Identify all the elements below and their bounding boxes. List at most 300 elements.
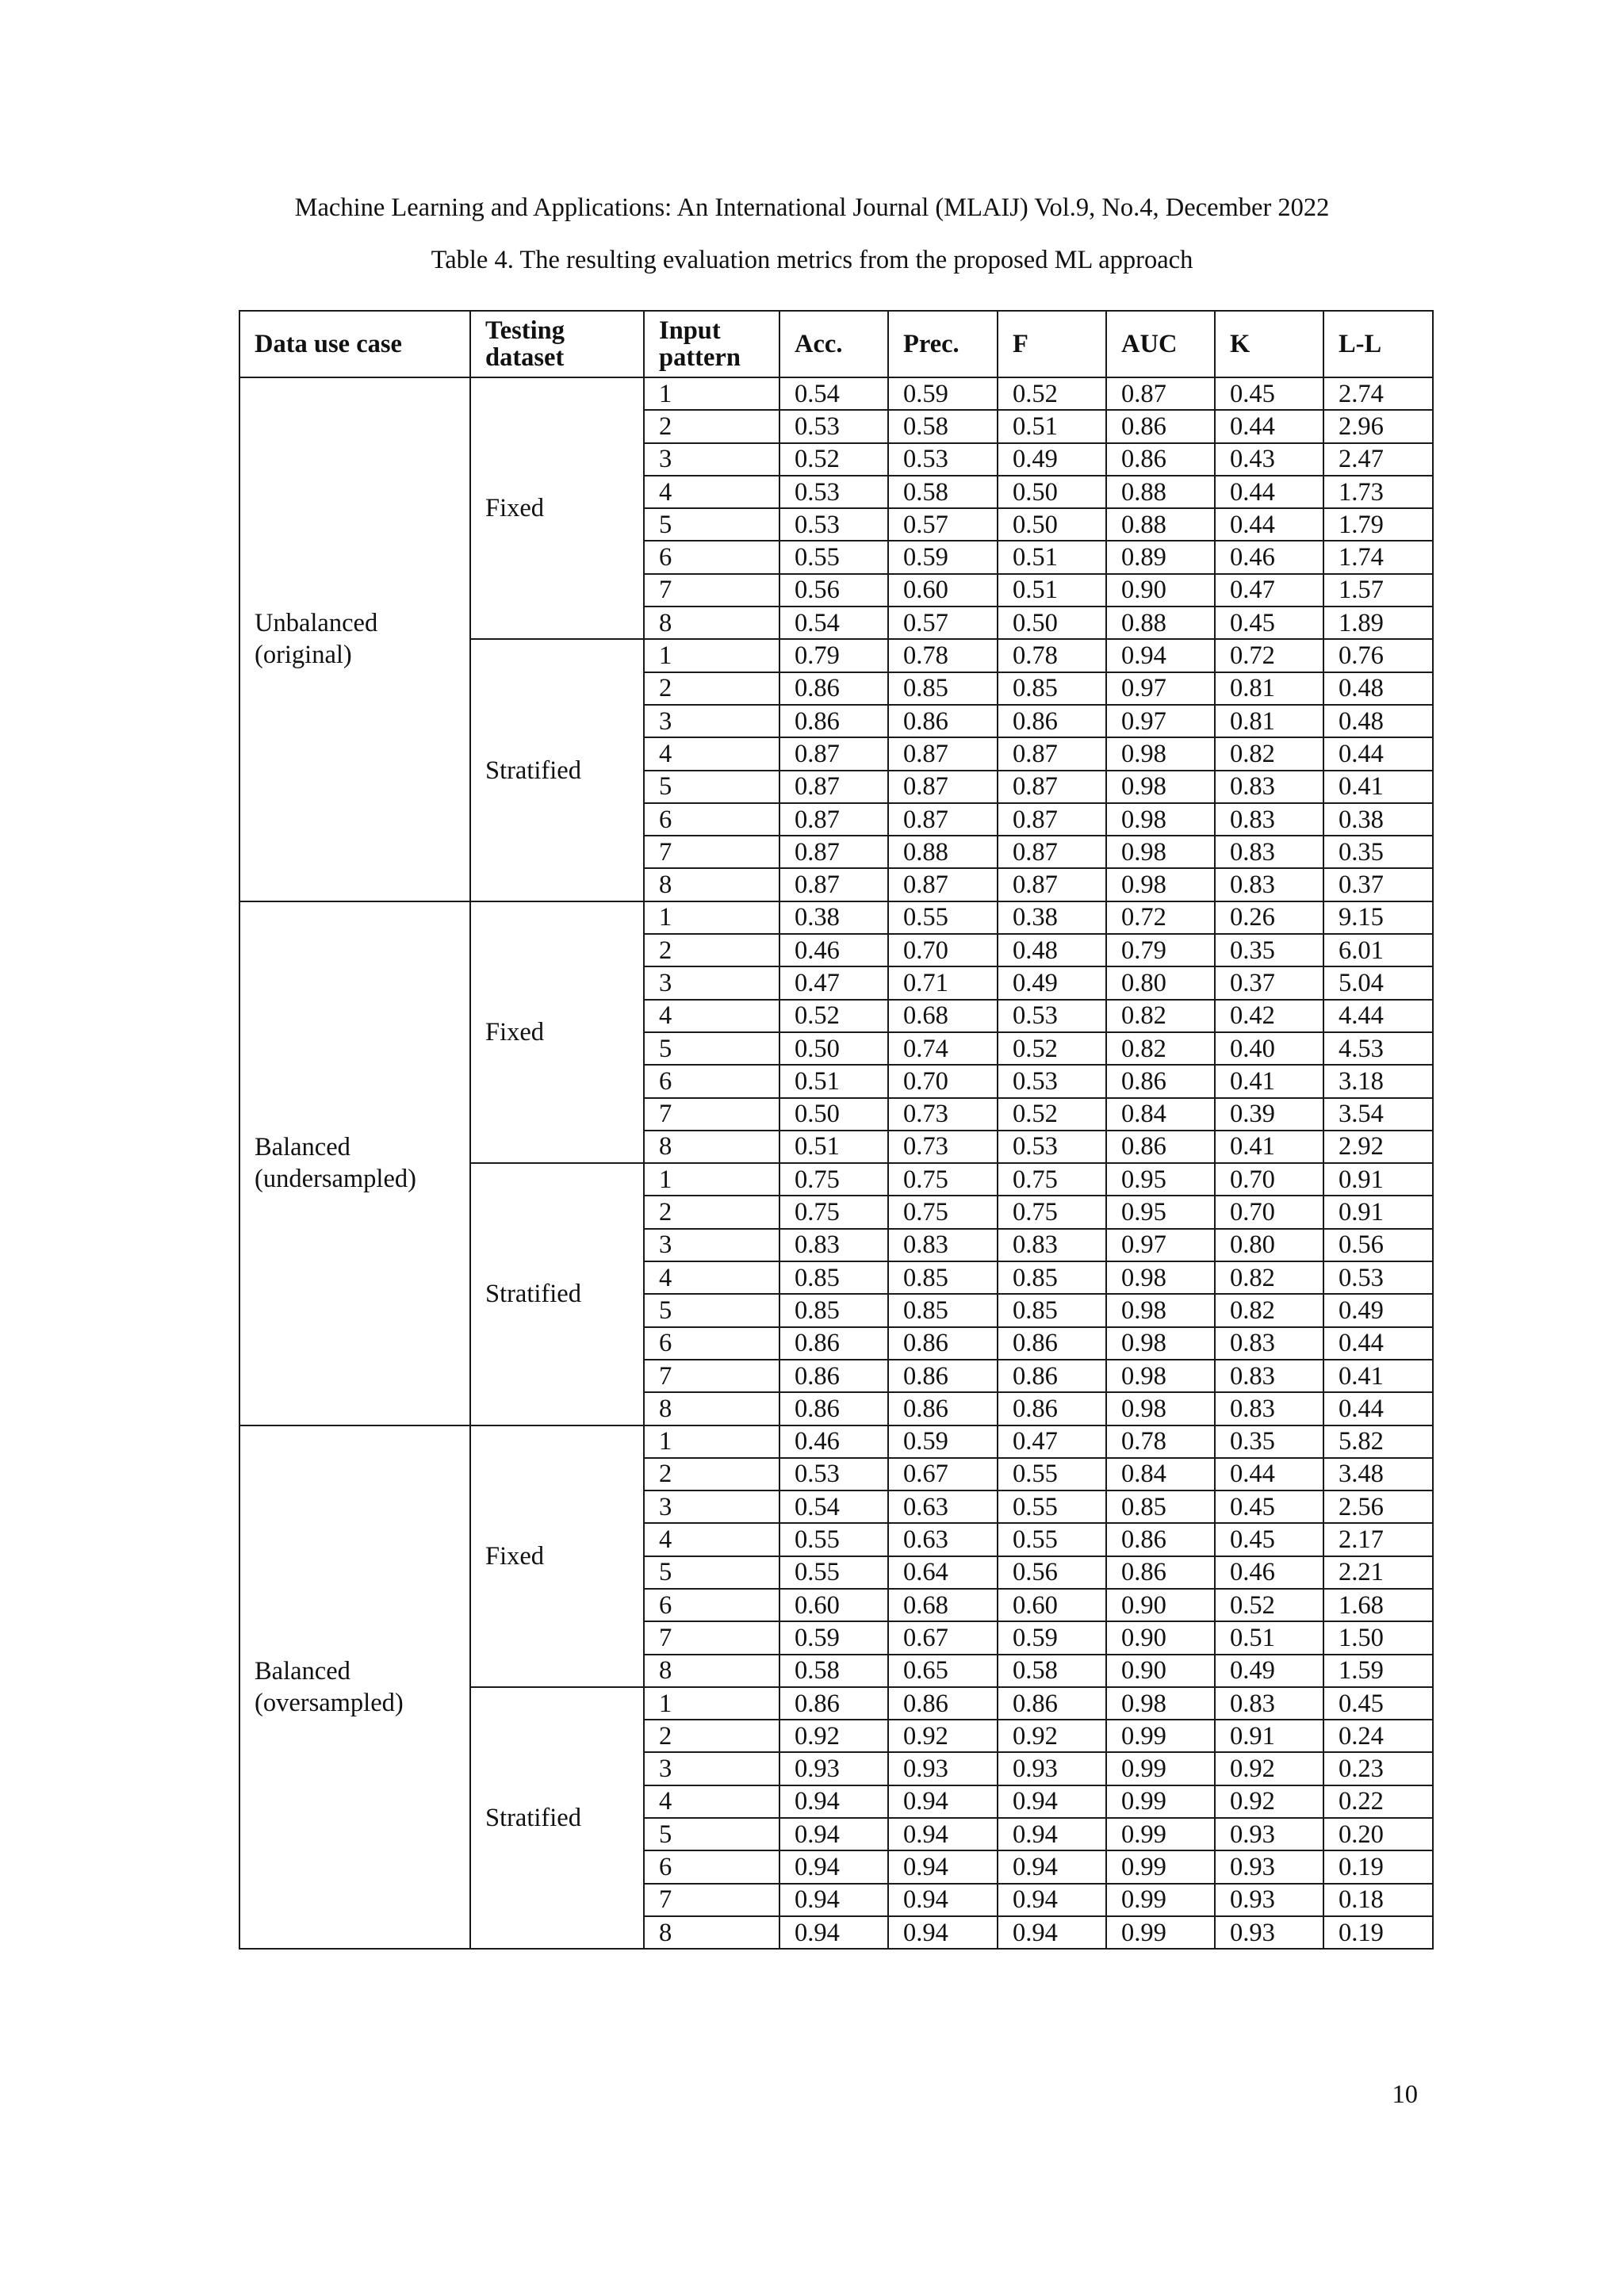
acc-cell: 0.60 bbox=[779, 1589, 888, 1621]
col-header-use-case: Data use case bbox=[239, 311, 470, 377]
k-cell: 0.91 bbox=[1215, 1720, 1323, 1752]
use-case-label: Unbalanced bbox=[255, 609, 378, 638]
prec-cell: 0.94 bbox=[888, 1850, 998, 1883]
input-pattern-cell: 4 bbox=[644, 1785, 779, 1818]
auc-cell: 0.82 bbox=[1106, 1032, 1215, 1065]
acc-cell: 0.46 bbox=[779, 934, 888, 966]
k-cell: 0.46 bbox=[1215, 1556, 1323, 1589]
acc-cell: 0.53 bbox=[779, 476, 888, 508]
col-header-testing-dataset bbox=[470, 311, 644, 377]
input-pattern-cell: 1 bbox=[644, 1687, 779, 1720]
ll-cell: 0.48 bbox=[1323, 705, 1433, 737]
prec-cell: 0.63 bbox=[888, 1523, 998, 1556]
ll-cell: 3.18 bbox=[1323, 1065, 1433, 1097]
acc-cell: 0.86 bbox=[779, 705, 888, 737]
input-pattern-cell: 4 bbox=[644, 1000, 779, 1032]
auc-cell: 0.99 bbox=[1106, 1720, 1215, 1752]
col-header-ll: L-L bbox=[1323, 311, 1433, 377]
k-cell: 0.83 bbox=[1215, 771, 1323, 803]
acc-cell: 0.50 bbox=[779, 1032, 888, 1065]
prec-cell: 0.86 bbox=[888, 705, 998, 737]
acc-cell: 0.54 bbox=[779, 607, 888, 639]
ll-cell: 0.37 bbox=[1323, 868, 1433, 901]
auc-cell: 0.97 bbox=[1106, 1229, 1215, 1261]
auc-cell: 0.95 bbox=[1106, 1196, 1215, 1228]
f-cell: 0.75 bbox=[998, 1196, 1106, 1228]
input-pattern-cell: 5 bbox=[644, 771, 779, 803]
table-row bbox=[239, 901, 1433, 934]
testing-dataset-cell: Stratified bbox=[470, 639, 644, 901]
ll-cell: 4.53 bbox=[1323, 1032, 1433, 1065]
f-cell: 0.85 bbox=[998, 1294, 1106, 1326]
f-cell: 0.53 bbox=[998, 1065, 1106, 1097]
k-cell: 0.83 bbox=[1215, 1392, 1323, 1425]
input-pattern-cell: 3 bbox=[644, 966, 779, 999]
ll-cell: 0.41 bbox=[1323, 771, 1433, 803]
auc-cell: 0.84 bbox=[1106, 1098, 1215, 1131]
table-body bbox=[239, 377, 1433, 1949]
k-cell: 0.35 bbox=[1215, 1425, 1323, 1458]
prec-cell: 0.85 bbox=[888, 672, 998, 705]
acc-cell: 0.52 bbox=[779, 1000, 888, 1032]
k-cell: 0.70 bbox=[1215, 1196, 1323, 1228]
f-cell: 0.85 bbox=[998, 1261, 1106, 1294]
input-pattern-cell: 6 bbox=[644, 1065, 779, 1097]
auc-cell: 0.98 bbox=[1106, 1261, 1215, 1294]
input-pattern-cell: 8 bbox=[644, 607, 779, 639]
f-cell: 0.85 bbox=[998, 672, 1106, 705]
f-cell: 0.86 bbox=[998, 1687, 1106, 1720]
input-pattern-cell: 4 bbox=[644, 1523, 779, 1556]
acc-cell: 0.92 bbox=[779, 1720, 888, 1752]
k-cell: 0.70 bbox=[1215, 1163, 1323, 1196]
input-pattern-cell: 8 bbox=[644, 1916, 779, 1949]
ll-cell: 2.96 bbox=[1323, 410, 1433, 442]
f-cell: 0.49 bbox=[998, 443, 1106, 476]
input-pattern-cell: 2 bbox=[644, 410, 779, 442]
f-cell: 0.51 bbox=[998, 574, 1106, 607]
auc-cell: 0.99 bbox=[1106, 1916, 1215, 1949]
ll-cell: 1.50 bbox=[1323, 1621, 1433, 1654]
acc-cell: 0.94 bbox=[779, 1850, 888, 1883]
input-pattern-cell: 6 bbox=[644, 1589, 779, 1621]
acc-cell: 0.47 bbox=[779, 966, 888, 999]
acc-cell: 0.51 bbox=[779, 1065, 888, 1097]
auc-cell: 0.98 bbox=[1106, 1294, 1215, 1326]
ll-cell: 4.44 bbox=[1323, 1000, 1433, 1032]
input-pattern-cell: 3 bbox=[644, 1752, 779, 1785]
acc-cell: 0.38 bbox=[779, 901, 888, 934]
auc-cell: 0.88 bbox=[1106, 476, 1215, 508]
ll-cell: 0.56 bbox=[1323, 1229, 1433, 1261]
prec-cell: 0.59 bbox=[888, 377, 998, 410]
ll-cell: 1.68 bbox=[1323, 1589, 1433, 1621]
acc-cell: 0.87 bbox=[779, 803, 888, 836]
k-cell: 0.83 bbox=[1215, 1360, 1323, 1392]
f-cell: 0.53 bbox=[998, 1131, 1106, 1163]
input-pattern-cell: 2 bbox=[644, 1458, 779, 1490]
k-cell: 0.83 bbox=[1215, 868, 1323, 901]
prec-cell: 0.93 bbox=[888, 1752, 998, 1785]
prec-cell: 0.53 bbox=[888, 443, 998, 476]
auc-cell: 0.84 bbox=[1106, 1458, 1215, 1490]
f-cell: 0.48 bbox=[998, 934, 1106, 966]
k-cell: 0.41 bbox=[1215, 1131, 1323, 1163]
f-cell: 0.50 bbox=[998, 508, 1106, 541]
k-cell: 0.82 bbox=[1215, 1294, 1323, 1326]
col-header-input-line2: pattern bbox=[659, 343, 741, 372]
k-cell: 0.39 bbox=[1215, 1098, 1323, 1131]
k-cell: 0.44 bbox=[1215, 1458, 1323, 1490]
acc-cell: 0.94 bbox=[779, 1884, 888, 1916]
acc-cell: 0.55 bbox=[779, 541, 888, 573]
acc-cell: 0.87 bbox=[779, 771, 888, 803]
use-case-sublabel: (undersampled) bbox=[255, 1165, 416, 1194]
acc-cell: 0.51 bbox=[779, 1131, 888, 1163]
ll-cell: 1.59 bbox=[1323, 1655, 1433, 1687]
k-cell: 0.45 bbox=[1215, 1490, 1323, 1523]
k-cell: 0.92 bbox=[1215, 1752, 1323, 1785]
prec-cell: 0.67 bbox=[888, 1621, 998, 1654]
prec-cell: 0.92 bbox=[888, 1720, 998, 1752]
prec-cell: 0.85 bbox=[888, 1261, 998, 1294]
k-cell: 0.26 bbox=[1215, 901, 1323, 934]
use-case-cell bbox=[239, 1425, 470, 1950]
input-pattern-cell: 3 bbox=[644, 1229, 779, 1261]
input-pattern-cell: 7 bbox=[644, 1360, 779, 1392]
use-case-label: Balanced bbox=[255, 1656, 350, 1686]
ll-cell: 3.54 bbox=[1323, 1098, 1433, 1131]
ll-cell: 0.19 bbox=[1323, 1850, 1433, 1883]
auc-cell: 0.90 bbox=[1106, 1589, 1215, 1621]
ll-cell: 0.44 bbox=[1323, 1327, 1433, 1360]
k-cell: 0.81 bbox=[1215, 672, 1323, 705]
metrics-table bbox=[239, 310, 1434, 1950]
acc-cell: 0.53 bbox=[779, 508, 888, 541]
auc-cell: 0.88 bbox=[1106, 607, 1215, 639]
ll-cell: 0.45 bbox=[1323, 1687, 1433, 1720]
f-cell: 0.94 bbox=[998, 1785, 1106, 1818]
f-cell: 0.60 bbox=[998, 1589, 1106, 1621]
table-row bbox=[239, 1425, 1433, 1458]
ll-cell: 0.23 bbox=[1323, 1752, 1433, 1785]
prec-cell: 0.64 bbox=[888, 1556, 998, 1589]
prec-cell: 0.55 bbox=[888, 901, 998, 934]
acc-cell: 0.86 bbox=[779, 1327, 888, 1360]
input-pattern-cell: 5 bbox=[644, 1294, 779, 1326]
testing-dataset-cell: Fixed bbox=[470, 1425, 644, 1687]
testing-dataset-cell: Stratified bbox=[470, 1163, 644, 1425]
input-pattern-cell: 5 bbox=[644, 1818, 779, 1850]
col-header-testing-line1: Testing bbox=[485, 316, 565, 345]
prec-cell: 0.73 bbox=[888, 1131, 998, 1163]
input-pattern-cell: 8 bbox=[644, 1655, 779, 1687]
input-pattern-cell: 7 bbox=[644, 574, 779, 607]
auc-cell: 0.99 bbox=[1106, 1818, 1215, 1850]
f-cell: 0.92 bbox=[998, 1720, 1106, 1752]
ll-cell: 0.44 bbox=[1323, 737, 1433, 770]
f-cell: 0.87 bbox=[998, 771, 1106, 803]
use-case-cell bbox=[239, 901, 470, 1425]
ll-cell: 3.48 bbox=[1323, 1458, 1433, 1490]
input-pattern-cell: 7 bbox=[644, 836, 779, 868]
col-header-prec: Prec. bbox=[888, 311, 998, 377]
k-cell: 0.35 bbox=[1215, 934, 1323, 966]
prec-cell: 0.58 bbox=[888, 476, 998, 508]
f-cell: 0.86 bbox=[998, 1360, 1106, 1392]
ll-cell: 0.49 bbox=[1323, 1294, 1433, 1326]
acc-cell: 0.53 bbox=[779, 1458, 888, 1490]
prec-cell: 0.94 bbox=[888, 1818, 998, 1850]
ll-cell: 0.76 bbox=[1323, 639, 1433, 672]
col-header-testing-line2: dataset bbox=[485, 343, 565, 372]
ll-cell: 0.53 bbox=[1323, 1261, 1433, 1294]
prec-cell: 0.86 bbox=[888, 1360, 998, 1392]
input-pattern-cell: 6 bbox=[644, 541, 779, 573]
auc-cell: 0.99 bbox=[1106, 1850, 1215, 1883]
k-cell: 0.93 bbox=[1215, 1818, 1323, 1850]
use-case-sublabel: (original) bbox=[255, 641, 352, 670]
auc-cell: 0.86 bbox=[1106, 410, 1215, 442]
auc-cell: 0.90 bbox=[1106, 1621, 1215, 1654]
prec-cell: 0.70 bbox=[888, 1065, 998, 1097]
auc-cell: 0.98 bbox=[1106, 1360, 1215, 1392]
f-cell: 0.94 bbox=[998, 1916, 1106, 1949]
auc-cell: 0.99 bbox=[1106, 1884, 1215, 1916]
f-cell: 0.52 bbox=[998, 1032, 1106, 1065]
acc-cell: 0.55 bbox=[779, 1556, 888, 1589]
k-cell: 0.52 bbox=[1215, 1589, 1323, 1621]
k-cell: 0.44 bbox=[1215, 476, 1323, 508]
k-cell: 0.45 bbox=[1215, 377, 1323, 410]
k-cell: 0.44 bbox=[1215, 410, 1323, 442]
prec-cell: 0.94 bbox=[888, 1916, 998, 1949]
k-cell: 0.46 bbox=[1215, 541, 1323, 573]
ll-cell: 0.20 bbox=[1323, 1818, 1433, 1850]
auc-cell: 0.98 bbox=[1106, 771, 1215, 803]
f-cell: 0.87 bbox=[998, 836, 1106, 868]
k-cell: 0.92 bbox=[1215, 1785, 1323, 1818]
testing-dataset-cell: Fixed bbox=[470, 377, 644, 639]
k-cell: 0.72 bbox=[1215, 639, 1323, 672]
ll-cell: 9.15 bbox=[1323, 901, 1433, 934]
ll-cell: 1.73 bbox=[1323, 476, 1433, 508]
input-pattern-cell: 1 bbox=[644, 901, 779, 934]
col-header-acc: Acc. bbox=[779, 311, 888, 377]
acc-cell: 0.87 bbox=[779, 737, 888, 770]
ll-cell: 0.22 bbox=[1323, 1785, 1433, 1818]
auc-cell: 0.97 bbox=[1106, 705, 1215, 737]
ll-cell: 0.44 bbox=[1323, 1392, 1433, 1425]
testing-dataset-cell: Fixed bbox=[470, 901, 644, 1163]
col-header-input-pattern bbox=[644, 311, 779, 377]
k-cell: 0.80 bbox=[1215, 1229, 1323, 1261]
page-number: 10 bbox=[1392, 2080, 1418, 2109]
col-header-k: K bbox=[1215, 311, 1323, 377]
prec-cell: 0.86 bbox=[888, 1392, 998, 1425]
acc-cell: 0.56 bbox=[779, 574, 888, 607]
prec-cell: 0.86 bbox=[888, 1327, 998, 1360]
f-cell: 0.94 bbox=[998, 1850, 1106, 1883]
auc-cell: 0.95 bbox=[1106, 1163, 1215, 1196]
acc-cell: 0.85 bbox=[779, 1261, 888, 1294]
auc-cell: 0.86 bbox=[1106, 1523, 1215, 1556]
k-cell: 0.81 bbox=[1215, 705, 1323, 737]
acc-cell: 0.75 bbox=[779, 1196, 888, 1228]
input-pattern-cell: 1 bbox=[644, 1163, 779, 1196]
auc-cell: 0.97 bbox=[1106, 672, 1215, 705]
k-cell: 0.44 bbox=[1215, 508, 1323, 541]
prec-cell: 0.68 bbox=[888, 1000, 998, 1032]
input-pattern-cell: 4 bbox=[644, 476, 779, 508]
acc-cell: 0.94 bbox=[779, 1785, 888, 1818]
k-cell: 0.43 bbox=[1215, 443, 1323, 476]
auc-cell: 0.72 bbox=[1106, 901, 1215, 934]
col-header-auc: AUC bbox=[1106, 311, 1215, 377]
f-cell: 0.49 bbox=[998, 966, 1106, 999]
input-pattern-cell: 6 bbox=[644, 803, 779, 836]
ll-cell: 2.74 bbox=[1323, 377, 1433, 410]
k-cell: 0.45 bbox=[1215, 1523, 1323, 1556]
acc-cell: 0.52 bbox=[779, 443, 888, 476]
table-caption: Table 4. The resulting evaluation metrics from the proposed ML approach bbox=[431, 246, 1193, 274]
input-pattern-cell: 6 bbox=[644, 1850, 779, 1883]
input-pattern-cell: 8 bbox=[644, 1392, 779, 1425]
acc-cell: 0.59 bbox=[779, 1621, 888, 1654]
auc-cell: 0.89 bbox=[1106, 541, 1215, 573]
table-row bbox=[239, 377, 1433, 410]
input-pattern-cell: 8 bbox=[644, 1131, 779, 1163]
k-cell: 0.93 bbox=[1215, 1850, 1323, 1883]
col-header-input-line1: Input bbox=[659, 316, 721, 345]
acc-cell: 0.75 bbox=[779, 1163, 888, 1196]
prec-cell: 0.71 bbox=[888, 966, 998, 999]
prec-cell: 0.60 bbox=[888, 574, 998, 607]
auc-cell: 0.86 bbox=[1106, 1131, 1215, 1163]
auc-cell: 0.86 bbox=[1106, 1556, 1215, 1589]
f-cell: 0.75 bbox=[998, 1163, 1106, 1196]
prec-cell: 0.87 bbox=[888, 737, 998, 770]
acc-cell: 0.86 bbox=[779, 1687, 888, 1720]
prec-cell: 0.87 bbox=[888, 803, 998, 836]
ll-cell: 0.19 bbox=[1323, 1916, 1433, 1949]
input-pattern-cell: 1 bbox=[644, 639, 779, 672]
table-header-row bbox=[239, 311, 1433, 377]
prec-cell: 0.78 bbox=[888, 639, 998, 672]
prec-cell: 0.87 bbox=[888, 771, 998, 803]
f-cell: 0.50 bbox=[998, 607, 1106, 639]
acc-cell: 0.83 bbox=[779, 1229, 888, 1261]
k-cell: 0.93 bbox=[1215, 1916, 1323, 1949]
use-case-sublabel: (oversampled) bbox=[255, 1688, 404, 1717]
auc-cell: 0.88 bbox=[1106, 508, 1215, 541]
acc-cell: 0.87 bbox=[779, 868, 888, 901]
auc-cell: 0.85 bbox=[1106, 1490, 1215, 1523]
input-pattern-cell: 2 bbox=[644, 934, 779, 966]
input-pattern-cell: 2 bbox=[644, 1720, 779, 1752]
k-cell: 0.45 bbox=[1215, 607, 1323, 639]
k-cell: 0.49 bbox=[1215, 1655, 1323, 1687]
input-pattern-cell: 5 bbox=[644, 1556, 779, 1589]
acc-cell: 0.94 bbox=[779, 1916, 888, 1949]
ll-cell: 0.91 bbox=[1323, 1196, 1433, 1228]
f-cell: 0.78 bbox=[998, 639, 1106, 672]
auc-cell: 0.98 bbox=[1106, 1392, 1215, 1425]
input-pattern-cell: 6 bbox=[644, 1327, 779, 1360]
f-cell: 0.38 bbox=[998, 901, 1106, 934]
f-cell: 0.87 bbox=[998, 803, 1106, 836]
prec-cell: 0.57 bbox=[888, 508, 998, 541]
acc-cell: 0.54 bbox=[779, 377, 888, 410]
acc-cell: 0.93 bbox=[779, 1752, 888, 1785]
prec-cell: 0.75 bbox=[888, 1196, 998, 1228]
f-cell: 0.94 bbox=[998, 1884, 1106, 1916]
prec-cell: 0.88 bbox=[888, 836, 998, 868]
input-pattern-cell: 3 bbox=[644, 443, 779, 476]
prec-cell: 0.74 bbox=[888, 1032, 998, 1065]
auc-cell: 0.80 bbox=[1106, 966, 1215, 999]
auc-cell: 0.90 bbox=[1106, 574, 1215, 607]
prec-cell: 0.68 bbox=[888, 1589, 998, 1621]
ll-cell: 0.38 bbox=[1323, 803, 1433, 836]
input-pattern-cell: 2 bbox=[644, 1196, 779, 1228]
prec-cell: 0.58 bbox=[888, 410, 998, 442]
acc-cell: 0.86 bbox=[779, 672, 888, 705]
f-cell: 0.52 bbox=[998, 1098, 1106, 1131]
ll-cell: 1.89 bbox=[1323, 607, 1433, 639]
prec-cell: 0.83 bbox=[888, 1229, 998, 1261]
ll-cell: 1.74 bbox=[1323, 541, 1433, 573]
prec-cell: 0.67 bbox=[888, 1458, 998, 1490]
prec-cell: 0.85 bbox=[888, 1294, 998, 1326]
prec-cell: 0.59 bbox=[888, 541, 998, 573]
f-cell: 0.51 bbox=[998, 541, 1106, 573]
f-cell: 0.59 bbox=[998, 1621, 1106, 1654]
acc-cell: 0.79 bbox=[779, 639, 888, 672]
use-case-label: Balanced bbox=[255, 1133, 350, 1162]
running-header: Machine Learning and Applications: An International Journal (MLAIJ) Vol.9, No.4, December 2022 bbox=[294, 193, 1330, 222]
prec-cell: 0.75 bbox=[888, 1163, 998, 1196]
f-cell: 0.55 bbox=[998, 1458, 1106, 1490]
ll-cell: 0.35 bbox=[1323, 836, 1433, 868]
auc-cell: 0.87 bbox=[1106, 377, 1215, 410]
input-pattern-cell: 2 bbox=[644, 672, 779, 705]
input-pattern-cell: 7 bbox=[644, 1621, 779, 1654]
prec-cell: 0.94 bbox=[888, 1785, 998, 1818]
prec-cell: 0.86 bbox=[888, 1687, 998, 1720]
ll-cell: 2.21 bbox=[1323, 1556, 1433, 1589]
auc-cell: 0.98 bbox=[1106, 737, 1215, 770]
ll-cell: 5.82 bbox=[1323, 1425, 1433, 1458]
k-cell: 0.41 bbox=[1215, 1065, 1323, 1097]
f-cell: 0.94 bbox=[998, 1818, 1106, 1850]
k-cell: 0.40 bbox=[1215, 1032, 1323, 1065]
f-cell: 0.86 bbox=[998, 705, 1106, 737]
input-pattern-cell: 8 bbox=[644, 868, 779, 901]
acc-cell: 0.86 bbox=[779, 1392, 888, 1425]
input-pattern-cell: 5 bbox=[644, 508, 779, 541]
f-cell: 0.50 bbox=[998, 476, 1106, 508]
ll-cell: 0.91 bbox=[1323, 1163, 1433, 1196]
acc-cell: 0.85 bbox=[779, 1294, 888, 1326]
prec-cell: 0.87 bbox=[888, 868, 998, 901]
f-cell: 0.47 bbox=[998, 1425, 1106, 1458]
acc-cell: 0.46 bbox=[779, 1425, 888, 1458]
f-cell: 0.86 bbox=[998, 1392, 1106, 1425]
f-cell: 0.87 bbox=[998, 868, 1106, 901]
prec-cell: 0.65 bbox=[888, 1655, 998, 1687]
f-cell: 0.53 bbox=[998, 1000, 1106, 1032]
